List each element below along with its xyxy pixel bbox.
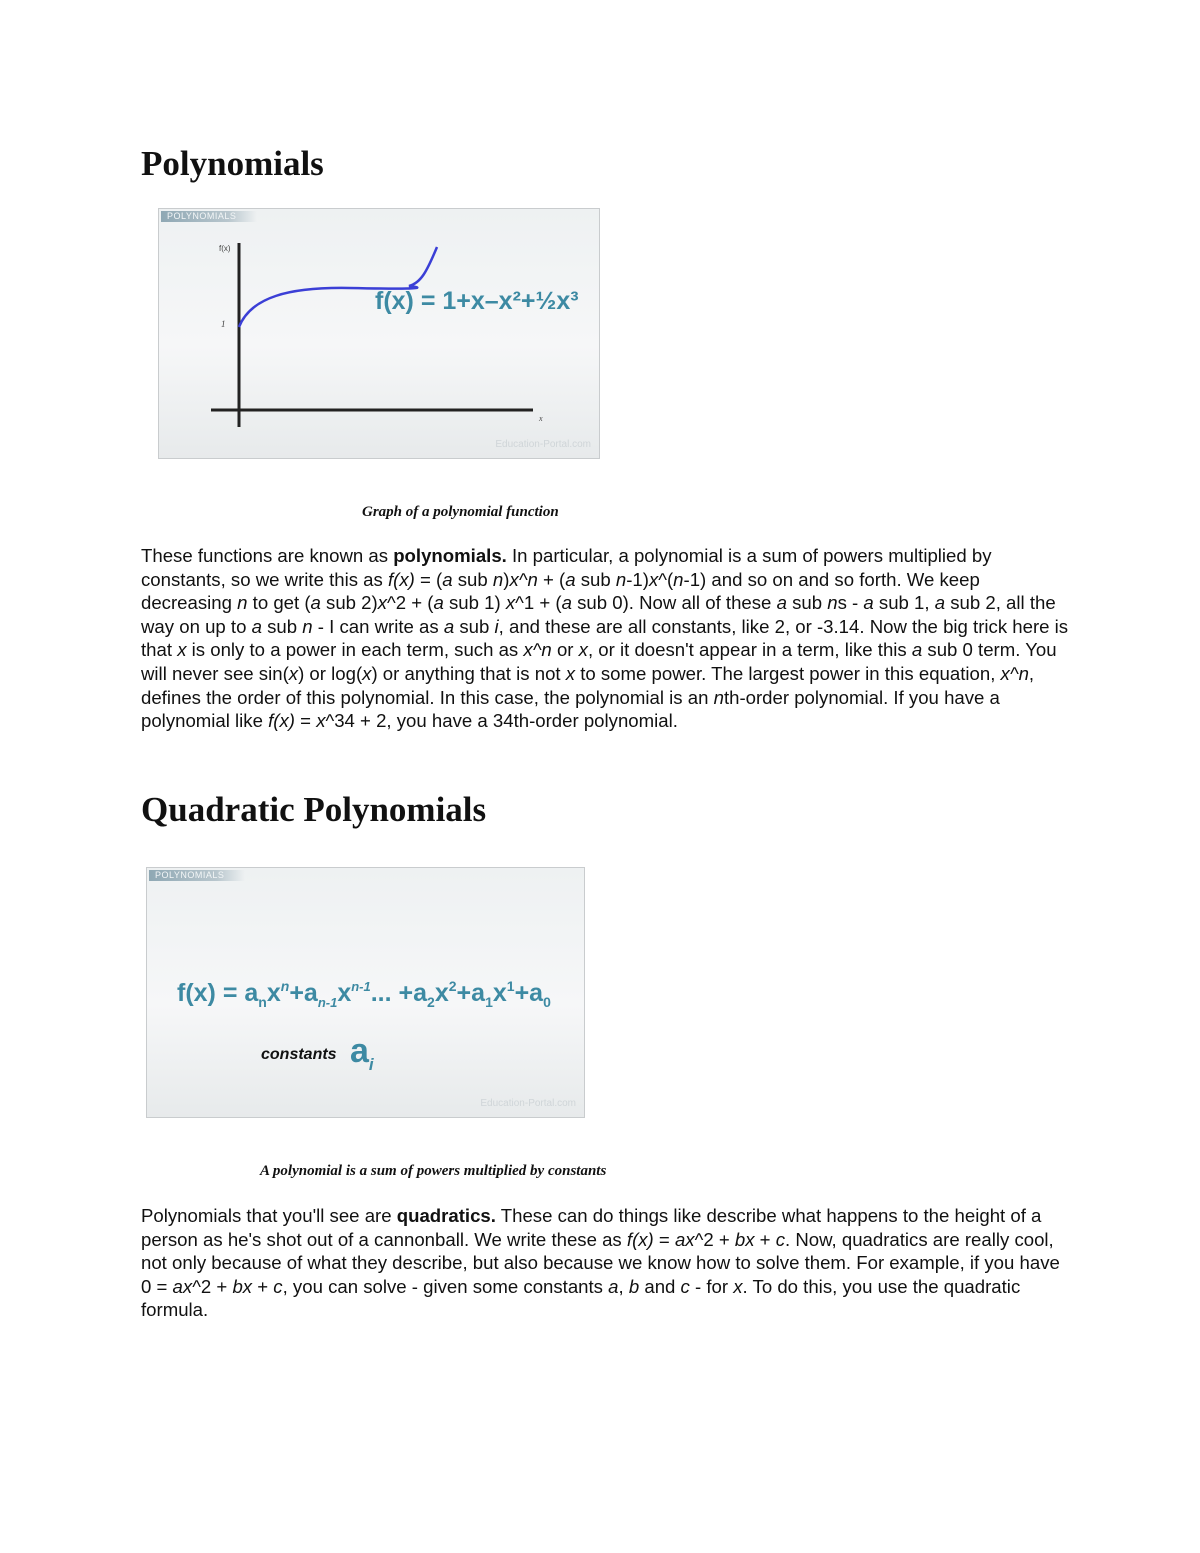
y-tick-label: 1 [221, 319, 226, 329]
watermark: Education-Portal.com [495, 439, 591, 450]
text-run: , [618, 1275, 629, 1297]
text-run: n [673, 568, 684, 590]
paragraph-quadratics [141, 1204, 1071, 1322]
x-axis-label: x [539, 414, 543, 423]
text-run: b [628, 1275, 640, 1297]
text-run: quadratics. [396, 1205, 496, 1226]
text-run: a [310, 592, 321, 614]
text-run: sub [575, 568, 616, 590]
text-run: ^34 + 2, you have a 34th-order polynomial. [325, 710, 678, 732]
text-run: f(x) [268, 710, 295, 732]
text-run: ) or log( [298, 662, 363, 684]
text-run: s - [837, 592, 864, 614]
polynomial-formula [147, 868, 584, 1117]
text-run: a [608, 1275, 619, 1297]
text-run: or [551, 639, 579, 661]
text-run: c [680, 1275, 690, 1297]
text-run: These functions are known as [141, 545, 394, 566]
text-run: f(x) [626, 1228, 654, 1250]
text-run: -1) and so on and so forth. We keep decreasing [141, 568, 980, 614]
text-run: ) or anything that is not [371, 662, 566, 684]
text-run: a [934, 592, 946, 614]
text-run: to some power. The largest power in this equation, [575, 662, 1001, 684]
text-run: x^n [509, 568, 538, 590]
text-run: is only to a power in each term, such as [186, 639, 524, 661]
text-run: f(x) [388, 568, 415, 590]
text-run: sub [786, 592, 828, 614]
text-run: sub 2, all the way on up to [141, 592, 1056, 637]
text-run: x^n [1000, 662, 1029, 684]
text-run: - I can write as [312, 615, 444, 637]
text-run: + [754, 1228, 776, 1250]
text-run: = ( [414, 568, 443, 590]
text-run: a [443, 615, 455, 637]
figure-tag: POLYNOMIALS [149, 870, 245, 881]
text-run: x [316, 710, 326, 732]
text-run: x [565, 662, 576, 684]
text-run: sub 1, [873, 592, 935, 614]
figure-caption: A polynomial is a sum of powers multiplied by constants [260, 1163, 607, 1179]
text-run: a [911, 639, 923, 661]
text-run: x [648, 568, 659, 590]
text-run: These can do things like describe what happens to the height of a person as he's shot out of a cannonball. We write these as [141, 1205, 1042, 1250]
text-run: n [237, 592, 248, 614]
y-axis-label: f(x) [219, 244, 231, 253]
figure-caption: Graph of a polynomial function [362, 504, 559, 520]
text-run: + ( [537, 568, 566, 590]
text-run: x [505, 592, 516, 614]
text-run: a [561, 592, 572, 614]
text-run: n [302, 615, 313, 637]
text-run: a [442, 568, 453, 590]
text-run: n [827, 592, 838, 614]
text-run: = [294, 710, 317, 732]
text-run: , or it doesn't appear in a term, like this [587, 639, 912, 661]
text-run: c [273, 1275, 283, 1297]
text-run: x [377, 592, 388, 614]
general-formula: $f(x) = a_nx^n+a_{n-1}x^{n-1}$... $+a_2x^2+a_1x^1+a_0$ [177, 978, 551, 1010]
text-run: polynomials. [393, 545, 507, 566]
text-run: x^n [523, 639, 552, 661]
text-run: In particular, a polynomial is a sum of powers multiplied by constants, so we write this as [141, 545, 992, 590]
text-run: . To do this, you use the quadratic formula. [141, 1275, 1021, 1321]
text-run: , and these are all constants, like 2, or -3.14. Now the big trick here is that [141, 615, 1069, 661]
figure-tag: POLYNOMIALS [161, 211, 257, 222]
text-run: a [863, 592, 874, 614]
text-run: n [713, 686, 724, 708]
polynomial-graph-figure [158, 208, 600, 459]
watermark: Education-Portal.com [480, 1098, 576, 1109]
function-formula: f(x) = 1+x–x²+½x³ [375, 287, 579, 315]
text-run: x [733, 1275, 743, 1297]
text-run: ^2 + ( [387, 592, 434, 614]
text-run: sub [261, 615, 303, 637]
constants-symbol: $a_i$ [350, 1032, 374, 1074]
text-run: . Now, quadratics are really cool, not only because of what they describe, but also because we know how to solve them. For example, if you have 0 = [141, 1228, 1060, 1297]
text-run: a [433, 592, 444, 614]
text-run: ) [503, 568, 510, 590]
text-run: x [288, 662, 299, 684]
text-run: , defines the order of this polynomial. In this case, the polynomial is an [141, 662, 1035, 708]
text-run: ^( [658, 568, 674, 590]
polynomial-graph [159, 209, 599, 458]
text-run: x [578, 639, 588, 661]
text-run: sub 2) [320, 592, 378, 614]
paragraph-polynomials [141, 544, 1071, 733]
text-run: - for [689, 1275, 734, 1297]
text-run: n [615, 568, 627, 590]
text-run: a [776, 592, 787, 614]
text-run: ^2 + [192, 1275, 233, 1297]
text-run: to get ( [247, 592, 311, 614]
text-run: sub 1) [443, 592, 506, 614]
section-title-polynomials: Polynomials [141, 144, 324, 183]
text-run: bx [734, 1228, 755, 1250]
text-run: a [251, 615, 262, 637]
text-run: sub 0). Now all of these [571, 592, 777, 614]
text-run: sub [454, 615, 495, 637]
text-run: ax [674, 1228, 695, 1250]
text-run: a [565, 568, 576, 590]
text-run: th-order polynomial. If you have a polynomial like [141, 686, 1000, 732]
text-run: sub [452, 568, 493, 590]
text-run: x [177, 639, 187, 661]
text-run: x [362, 662, 372, 684]
polynomial-formula-figure [146, 867, 585, 1118]
text-run: n [492, 568, 504, 590]
text-run: Polynomials that you'll see are [141, 1205, 397, 1226]
text-run: , you can solve - given some constants [282, 1275, 609, 1297]
section-title-quadratic-polynomials: Quadratic Polynomials [141, 790, 487, 829]
text-run: i [494, 615, 499, 637]
constants-label: constants [261, 1046, 337, 1063]
text-run: bx [232, 1275, 253, 1297]
text-run: and [639, 1275, 681, 1297]
text-run: sub 0 term. You will never see sin( [141, 639, 1057, 684]
text-run: -1) [626, 568, 649, 590]
text-run: ^2 + [694, 1228, 735, 1250]
text-run: = [653, 1228, 675, 1250]
text-run: c [775, 1228, 786, 1250]
text-run: ax [172, 1275, 193, 1297]
text-run: + [252, 1275, 274, 1297]
text-run: ^1 + ( [515, 592, 562, 614]
